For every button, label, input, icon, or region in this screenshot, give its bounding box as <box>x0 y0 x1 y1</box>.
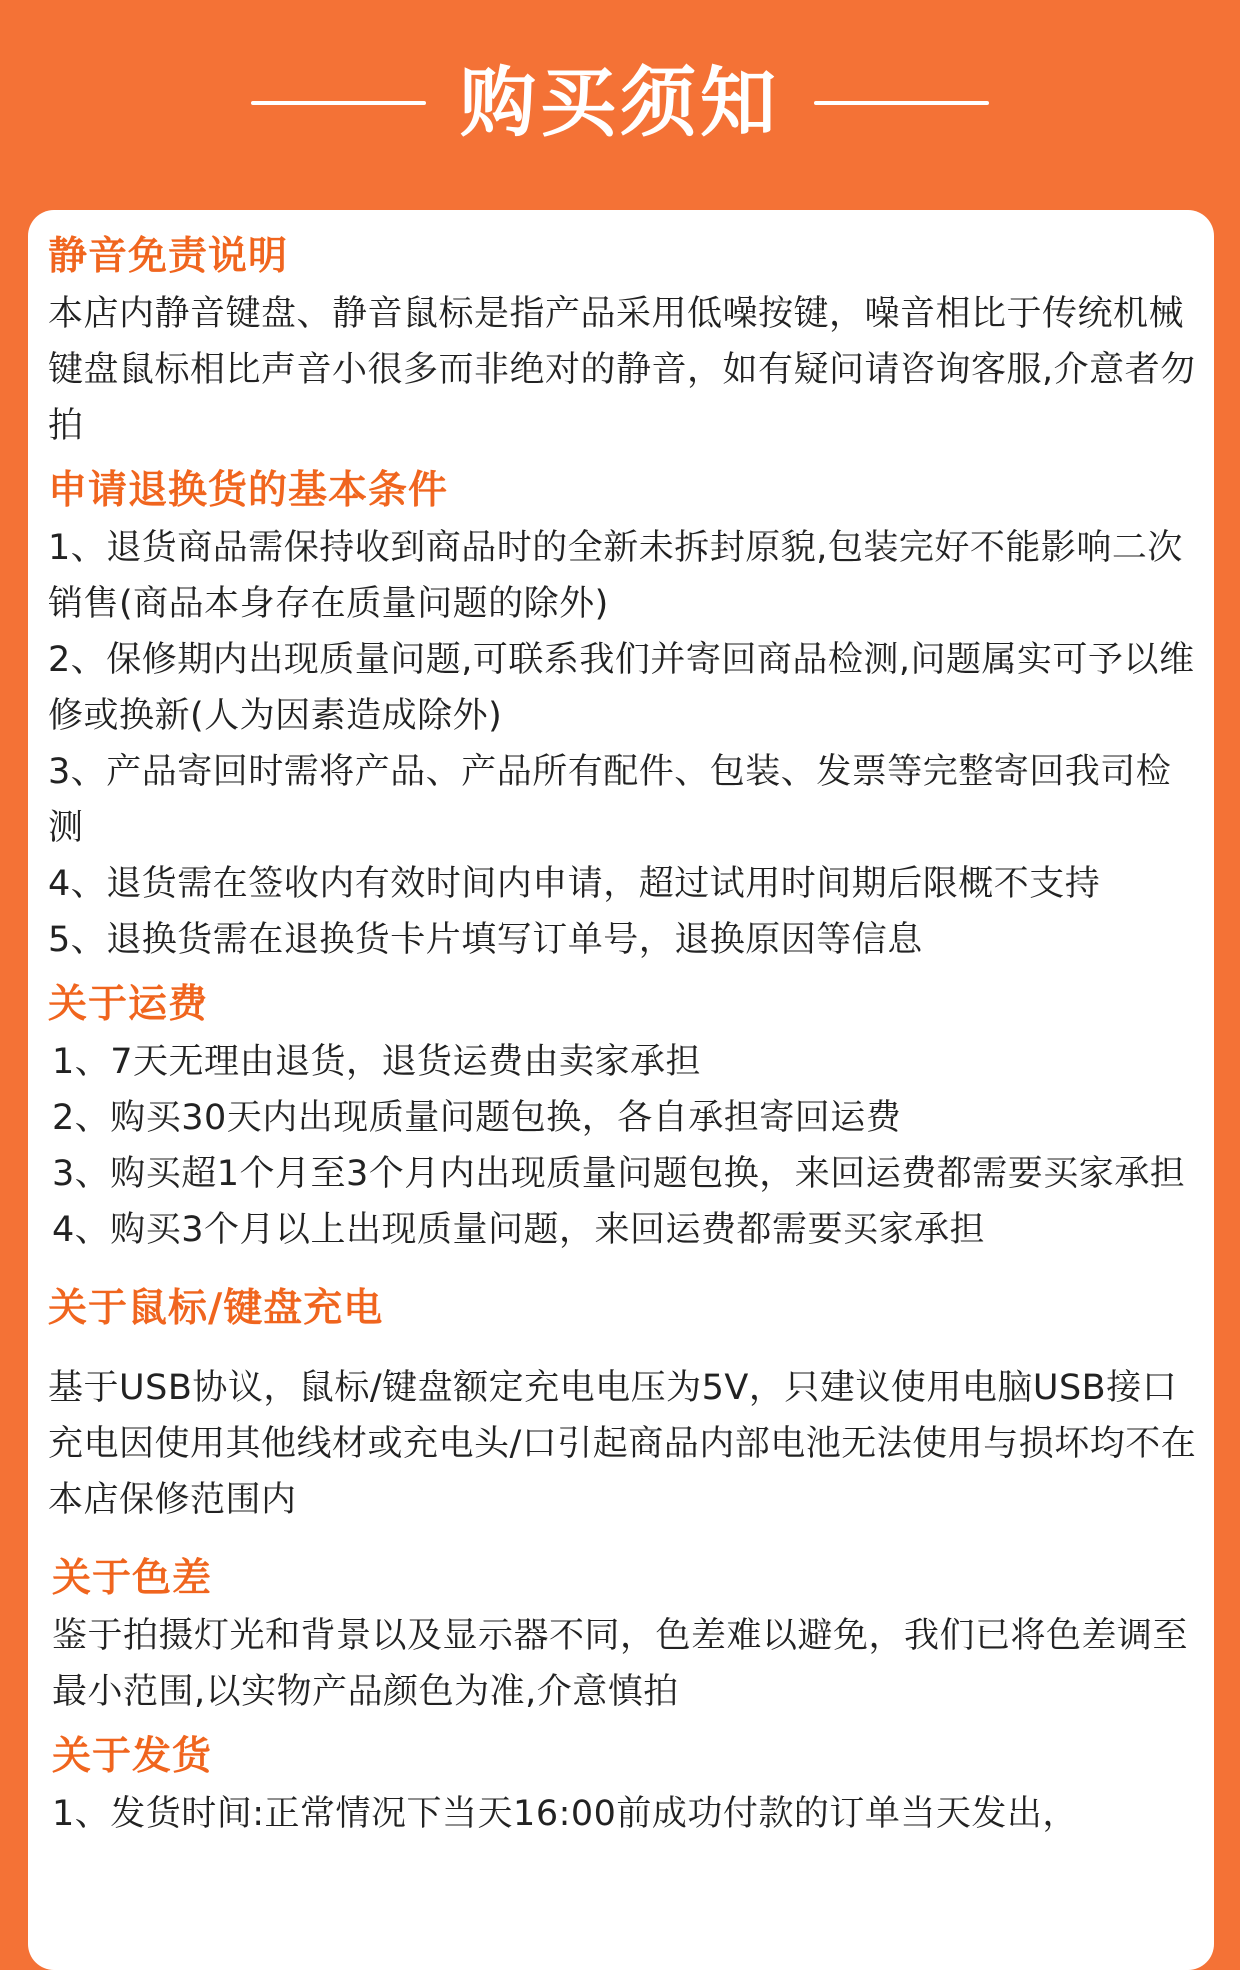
list-item: 2、购买30天内出现质量问题包换，各自承担寄回运费 <box>52 1098 902 1138</box>
list-item: 1、退货商品需保持收到商品时的全新未拆封原貌,包装完好不能影响二次销售(商品本身存在质量问题的除外) <box>48 528 1183 624</box>
color-difference-text: 鉴于拍摄灯光和背景以及显示器不同，色差难以避免，我们已将色差调至最小范围,以实物产品颜色为准,介意慎拍 <box>52 1616 1189 1712</box>
section-title-color-difference: 关于色差 <box>52 1556 213 1601</box>
delivery-list <box>48 1786 1202 1842</box>
list-item: 5、退换货需在退换货卡片填写订单号，退换原因等信息 <box>48 920 923 960</box>
section-title-delivery: 关于发货 <box>52 1734 213 1779</box>
header-right-line <box>814 101 989 105</box>
list-item: 3、购买超1个月至3个月内出现质量问题包换，来回运费都需要买家承担 <box>52 1154 1186 1194</box>
section-title-shipping-fee: 关于运费 <box>48 982 209 1027</box>
return-conditions-list <box>48 520 1202 968</box>
section-title-return-conditions: 申请退换货的基本条件 <box>48 468 449 513</box>
silent-disclaimer-text: 本店内静音键盘、静音鼠标是指产品采用低噪按键，噪音相比于传统机械键盘鼠标相比声音小很多而非绝对的静音，如有疑问请咨询客服,介意者勿拍 <box>48 294 1196 446</box>
section-title-silent-disclaimer: 静音免责说明 <box>48 234 289 279</box>
list-item: 3、产品寄回时需将产品、产品所有配件、包装、发票等完整寄回我司检测 <box>48 752 1172 848</box>
section-title-charging: 关于鼠标/键盘充电 <box>48 1286 384 1331</box>
notice-card <box>28 210 1214 1970</box>
header-left-line <box>251 101 426 105</box>
list-item: 2、保修期内出现质量问题,可联系我们并寄回商品检测,问题属实可予以维修或换新(人为因素造成除外) <box>48 640 1195 736</box>
page-title: 购买须知 <box>460 57 780 147</box>
list-item: 4、购买3个月以上出现质量问题，来回运费都需要买家承担 <box>52 1210 986 1250</box>
list-item: 1、7天无理由退货，退货运费由卖家承担 <box>52 1042 702 1082</box>
page-header <box>0 0 1240 205</box>
list-item: 1、发货时间:正常情况下当天16:00前成功付款的订单当天发出， <box>52 1794 1078 1834</box>
charging-text: 基于USB协议，鼠标/键盘额定充电电压为5V，只建议使用电脑USB接口充电因使用其他线材或充电头/口引起商品内部电池无法使用与损坏均不在本店保修范围内 <box>48 1368 1197 1520</box>
shipping-fee-list <box>48 1034 1202 1258</box>
list-item: 4、退货需在签收内有效时间内申请，超过试用时间期后限概不支持 <box>48 864 1101 904</box>
